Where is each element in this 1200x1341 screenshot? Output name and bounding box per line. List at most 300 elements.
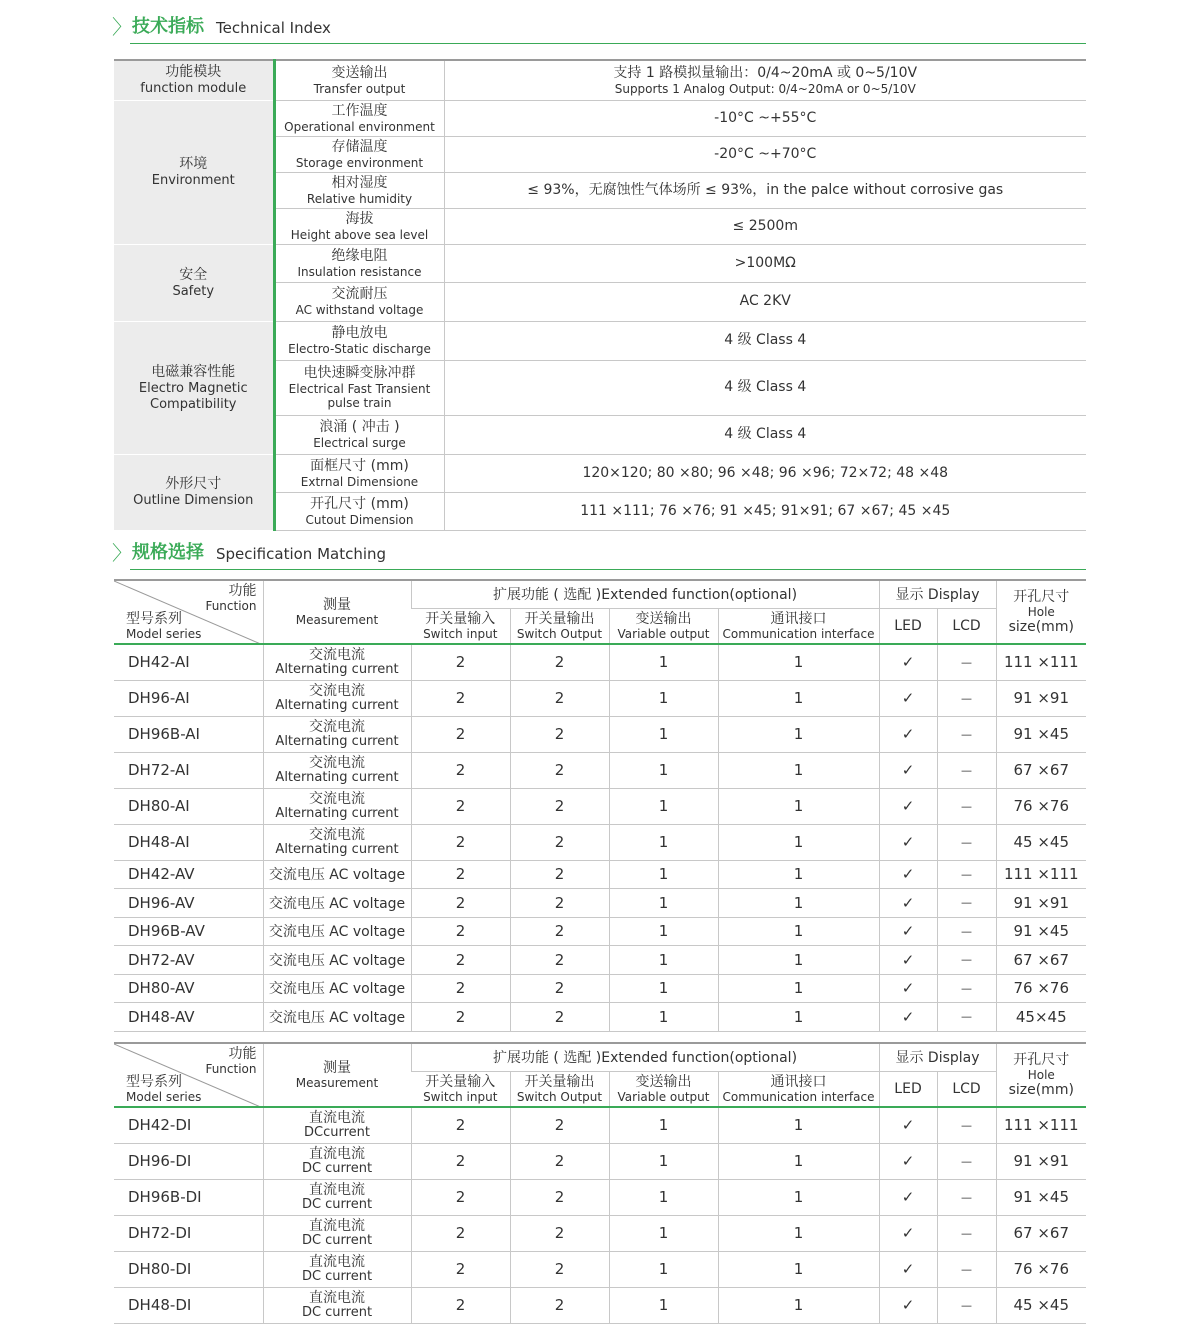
model-cell: DH72-DI [114,1215,263,1251]
item-en: Electro-Static discharge [288,342,431,356]
variable-output-cell: 1 [609,1215,718,1251]
category-en: function module [140,81,247,97]
tech-item [274,100,444,136]
table-row [114,716,1086,752]
tech-value [444,136,1086,172]
measurement-en: DCcurrent [304,1125,370,1141]
switch-output-header [510,1071,609,1107]
spec-table-dc [114,1042,1086,1324]
spec-table-ac [114,579,1086,1032]
led-check-icon: ✓ [879,824,937,860]
led-header: LED [879,1071,937,1107]
function-label [205,583,256,613]
hole-size-cell: 67 ×67 [996,1215,1086,1251]
tech-category [114,100,274,244]
lcd-dash-icon: — [937,1287,996,1323]
display-header: 显示 Display [879,1043,996,1071]
item-zh: 变送输出 [331,64,388,81]
led-check-icon: ✓ [879,788,937,824]
hole-size-cell: 111 ×111 [996,860,1086,889]
measurement-zh: 交流电流 [309,755,365,771]
category-en: Electro Magnetic Compatibility [138,380,248,412]
table-row [114,860,1086,889]
switch-input-cell: 2 [411,974,510,1003]
hole-size-cell: 45 ×45 [996,1287,1086,1323]
tech-row [114,100,1086,136]
model-cell: DH80-AV [114,974,263,1003]
communication-cell: 1 [718,824,879,860]
measurement-cell [263,680,411,716]
value-text: 4 级 Class 4 [724,332,807,348]
section-title-zh: 规格选择 [132,542,204,563]
variable-output-cell: 1 [609,917,718,946]
variable-output-header-en: Variable output [617,1089,710,1104]
communication-cell: 1 [718,1215,879,1251]
table-row [114,1003,1086,1032]
measurement-en: DC current [301,1161,373,1176]
led-check-icon: ✓ [879,889,937,918]
model-cell: DH42-DI [114,1107,263,1143]
lcd-dash-icon: — [937,1179,996,1215]
item-zh: 工作温度 [331,102,388,119]
model-en: Model series [126,627,202,641]
variable-output-cell: 1 [609,824,718,860]
switch-output-cell: 2 [510,680,609,716]
measurement-cell [263,1143,411,1179]
led-check-icon: ✓ [879,860,937,889]
measurement-cell [263,860,411,889]
switch-input-cell: 2 [411,860,510,889]
communication-header-en: Communication interface [722,626,875,641]
model-en: Model series [126,1090,202,1104]
item-zh: 存储温度 [331,138,388,155]
switch-input-cell: 2 [411,1251,510,1287]
led-check-icon: ✓ [879,1251,937,1287]
spec-header-row [114,1043,1086,1071]
function-en: Function [205,1062,257,1076]
value-text: 4 级 Class 4 [724,426,807,442]
switch-output-cell: 2 [510,1107,609,1143]
switch-output-header-zh: 开关量输出 [524,1073,595,1090]
communication-cell: 1 [718,1003,879,1032]
value-text: 4 级 Class 4 [724,379,807,395]
communication-cell: 1 [718,917,879,946]
tech-item [274,321,444,360]
communication-cell: 1 [718,1287,879,1323]
led-check-icon: ✓ [879,1215,937,1251]
led-check-icon: ✓ [879,1179,937,1215]
tech-row [114,321,1086,360]
variable-output-cell: 1 [609,1251,718,1287]
led-header: LED [879,608,937,644]
section-rule [130,43,1086,44]
switch-input-cell: 2 [411,1003,510,1032]
communication-header-zh: 通讯接口 [770,610,827,627]
hole-size-cell: 111 ×111 [996,1107,1086,1143]
measurement-en: Alternating current [275,806,399,821]
communication-cell: 1 [718,788,879,824]
model-cell: DH48-AI [114,824,263,860]
model-cell: DH96-DI [114,1143,263,1179]
model-cell: DH80-DI [114,1251,263,1287]
communication-cell: 1 [718,1107,879,1143]
table-row [114,1287,1086,1323]
led-check-icon: ✓ [879,1143,937,1179]
switch-input-cell: 2 [411,824,510,860]
value-text: 111 ×111; 76 ×76; 91 ×45; 91×91; 67 ×67; 45 ×45 [580,502,951,519]
hole-size-cell: 91 ×91 [996,1143,1086,1179]
hole-en-size: size(mm) [1008,618,1074,635]
switch-input-header [411,1071,510,1107]
model-zh: 型号系列 [126,611,182,627]
tech-category [114,244,274,321]
measurement-zh: 交流电流 [309,719,365,735]
communication-header [718,608,879,644]
switch-output-cell: 2 [510,1179,609,1215]
function-label [205,1046,256,1076]
tech-value [444,492,1086,530]
measurement-zh: 直流电流 [309,1110,365,1127]
specification-heading [112,540,1086,570]
table-row [114,1179,1086,1215]
measurement-zh: 交流电流 [309,791,365,807]
value-text: 120×120; 80 ×80; 96 ×48; 96 ×96; 72×72; 48 ×48 [582,464,949,481]
measurement-cell [263,946,411,975]
hole-zh: 开孔尺寸 [1013,1051,1070,1068]
measurement-en: Alternating current [275,698,399,713]
measurement-en: Alternating current [275,662,399,678]
tech-item [274,415,444,454]
communication-cell: 1 [718,974,879,1003]
item-zh: 海拔 [345,210,374,227]
switch-output-cell: 2 [510,824,609,860]
item-en: Cutout Dimension [305,512,414,527]
tech-item [274,454,444,492]
item-en: Height above sea level [290,227,429,242]
tech-row [114,60,1086,100]
chevron-right-icon: 〉 [112,15,132,39]
switch-output-cell: 2 [510,752,609,788]
measurement-zh: 直流电流 [309,1218,365,1234]
measurement-en: DC current [301,1233,373,1248]
variable-output-cell: 1 [609,946,718,975]
switch-input-cell: 2 [411,752,510,788]
measurement-header [263,1043,411,1107]
hole-zh: 开孔尺寸 [1013,588,1070,605]
item-zh: 面框尺寸 (mm) [310,457,409,474]
switch-input-cell: 2 [411,644,510,680]
hole-size-cell: 76 ×76 [996,1251,1086,1287]
value-text: >100MΩ [734,254,796,271]
measurement-cell [263,889,411,918]
switch-output-cell: 2 [510,788,609,824]
tech-category [114,454,274,530]
model-function-header [114,1043,263,1107]
model-cell: DH42-AV [114,860,263,889]
lcd-dash-icon: — [937,946,996,975]
tech-item [274,60,444,100]
lcd-dash-icon: — [937,680,996,716]
variable-output-cell: 1 [609,680,718,716]
switch-input-cell: 2 [411,1287,510,1323]
item-zh: 浪涌 ( 冲击 ) [319,419,400,435]
measurement-text: 交流电压 AC voltage [268,981,406,998]
tech-value [444,415,1086,454]
table-row [114,644,1086,680]
measurement-en: DC current [301,1269,373,1284]
tech-item [274,172,444,208]
value-text: -20°C ~+70°C [714,145,817,162]
display-header: 显示 Display [879,580,996,608]
table-row [114,788,1086,824]
table-row [114,680,1086,716]
tech-value [444,60,1086,100]
communication-header [718,1071,879,1107]
chevron-right-icon: 〉 [112,541,132,565]
tech-row [114,244,1086,282]
item-en: Relative humidity [306,191,413,206]
variable-output-header [609,608,718,644]
model-series-label [126,611,201,641]
led-check-icon: ✓ [879,917,937,946]
switch-input-cell: 2 [411,889,510,918]
category-en: Outline Dimension [133,493,254,508]
model-cell: DH42-AI [114,644,263,680]
item-en: Transfer output [313,81,406,96]
communication-cell: 1 [718,752,879,788]
value-text: ≤ 2500m [732,217,798,234]
communication-cell: 1 [718,889,879,918]
switch-output-cell: 2 [510,1287,609,1323]
tech-item [274,136,444,172]
hole-en: Hole [1027,604,1055,619]
category-zh: 环境 [179,156,208,172]
extended-function-header: 扩展功能 ( 选配 )Extended function(optional) [411,580,879,608]
switch-input-header-zh: 开关量输入 [425,1073,496,1090]
measurement-zh: 直流电流 [309,1254,365,1270]
measurement-cell [263,1003,411,1032]
hole-size-cell: 67 ×67 [996,946,1086,975]
table-row [114,974,1086,1003]
variable-output-header [609,1071,718,1107]
measurement-cell [263,1215,411,1251]
communication-header-en: Communication interface [722,1089,875,1104]
tech-category [114,60,274,100]
variable-output-cell: 1 [609,1107,718,1143]
measurement-cell [263,752,411,788]
hole-size-cell: 91 ×45 [996,1179,1086,1215]
tech-item [274,208,444,244]
lcd-dash-icon: — [937,752,996,788]
led-check-icon: ✓ [879,644,937,680]
variable-output-cell: 1 [609,752,718,788]
item-en: Electrical Fast Transient pulse train [288,382,431,410]
switch-output-cell: 2 [510,1251,609,1287]
category-zh: 电磁兼容性能 [151,363,236,380]
lcd-header: LCD [937,608,996,644]
tech-value [444,360,1086,415]
lcd-dash-icon: — [937,1215,996,1251]
tech-row [114,454,1086,492]
spec-header-row [114,580,1086,608]
category-zh: 功能模块 [165,64,222,81]
measure-en: Measurement [295,613,379,627]
switch-output-cell: 2 [510,889,609,918]
communication-cell: 1 [718,946,879,975]
function-zh: 功能 [228,1046,257,1062]
hole-size-header [996,1043,1086,1107]
measurement-en: DC current [301,1197,373,1212]
item-zh: 相对湿度 [331,174,388,191]
lcd-header: LCD [937,1071,996,1107]
measurement-en: Alternating current [275,770,399,785]
variable-output-cell: 1 [609,1179,718,1215]
variable-output-header-zh: 变送输出 [635,1073,692,1090]
hole-en: Hole [1027,1067,1055,1082]
tech-category [114,321,274,454]
model-zh: 型号系列 [126,1074,182,1090]
tech-value [444,208,1086,244]
switch-input-cell: 2 [411,1107,510,1143]
switch-input-cell: 2 [411,946,510,975]
communication-cell: 1 [718,680,879,716]
switch-output-cell: 2 [510,644,609,680]
communication-cell: 1 [718,1143,879,1179]
led-check-icon: ✓ [879,1003,937,1032]
measurement-header [263,580,411,644]
tech-value [444,282,1086,321]
variable-output-cell: 1 [609,788,718,824]
variable-output-cell: 1 [609,974,718,1003]
variable-output-header-en: Variable output [617,626,710,641]
measurement-cell [263,917,411,946]
model-cell: DH48-DI [114,1287,263,1323]
measurement-zh: 交流电流 [309,827,365,843]
led-check-icon: ✓ [879,752,937,788]
item-en: Storage environment [295,155,424,170]
function-zh: 功能 [228,583,257,599]
section-rule [130,569,1086,570]
measurement-cell [263,1251,411,1287]
switch-input-header [411,608,510,644]
measurement-cell [263,1107,411,1143]
measurement-cell [263,1287,411,1323]
switch-output-cell: 2 [510,917,609,946]
switch-input-cell: 2 [411,788,510,824]
switch-output-cell: 2 [510,946,609,975]
hole-size-cell: 111 ×111 [996,644,1086,680]
value-en: Supports 1 Analog Output: 0/4~20mA or 0~5/10V [614,81,916,96]
measurement-text: 交流电压 AC voltage [268,895,406,912]
switch-output-cell: 2 [510,1215,609,1251]
led-check-icon: ✓ [879,974,937,1003]
variable-output-cell: 1 [609,716,718,752]
switch-input-cell: 2 [411,716,510,752]
item-zh: 静电放电 [331,325,388,341]
lcd-dash-icon: — [937,889,996,918]
table-row [114,1215,1086,1251]
item-en: Operational environment [284,119,435,134]
model-cell: DH72-AI [114,752,263,788]
tech-item [274,360,444,415]
tech-item [274,282,444,321]
lcd-dash-icon: — [937,644,996,680]
value-text: 支持 1 路模拟量输出：0/4~20mA 或 0~5/10V [613,64,918,81]
function-en: Function [205,599,257,613]
measurement-zh: 直流电流 [309,1182,365,1198]
communication-cell: 1 [718,1179,879,1215]
value-text: -10°C ~+55°C [714,109,817,126]
measure-en: Measurement [295,1076,379,1090]
measurement-cell [263,716,411,752]
model-cell: DH80-AI [114,788,263,824]
led-check-icon: ✓ [879,946,937,975]
led-check-icon: ✓ [879,680,937,716]
item-zh: 绝缘电阻 [331,247,388,264]
measurement-cell [263,644,411,680]
item-en: AC withstand voltage [295,303,424,317]
hole-en-size: size(mm) [1008,1081,1074,1098]
measure-zh: 测量 [323,597,351,613]
switch-input-cell: 2 [411,1143,510,1179]
table-row [114,946,1086,975]
measurement-cell [263,824,411,860]
lcd-dash-icon: — [937,1143,996,1179]
measurement-en: Alternating current [275,734,399,749]
item-zh: 开孔尺寸 (mm) [310,495,409,512]
measurement-text: 交流电压 AC voltage [268,924,406,941]
communication-cell: 1 [718,1251,879,1287]
table-row [114,824,1086,860]
item-en: Extrnal Dimensione [300,474,419,489]
category-en: Safety [172,283,215,299]
led-check-icon: ✓ [879,716,937,752]
item-zh: 电快速瞬变脉冲群 [303,365,416,381]
tech-value [444,100,1086,136]
variable-output-cell: 1 [609,1143,718,1179]
switch-input-header-en: Switch input [423,1089,498,1104]
category-en: Environment [151,173,235,188]
switch-output-header-en: Switch Output [516,1089,603,1104]
technical-index-table [114,59,1086,531]
tech-value [444,244,1086,282]
value-text: AC 2KV [739,293,791,309]
section-title-en: Specification Matching [216,545,387,563]
hole-size-cell: 91 ×91 [996,889,1086,918]
hole-size-cell: 76 ×76 [996,974,1086,1003]
measurement-cell [263,974,411,1003]
switch-input-cell: 2 [411,1215,510,1251]
switch-input-header-zh: 开关量输入 [425,610,496,627]
hole-size-cell: 91 ×45 [996,917,1086,946]
communication-cell: 1 [718,716,879,752]
switch-output-header-zh: 开关量输出 [524,610,595,627]
extended-function-header: 扩展功能 ( 选配 )Extended function(optional) [411,1043,879,1071]
measure-zh: 测量 [323,1060,351,1076]
communication-header-zh: 通讯接口 [770,1073,827,1090]
switch-input-cell: 2 [411,1179,510,1215]
model-cell: DH96-AI [114,680,263,716]
lcd-dash-icon: — [937,788,996,824]
switch-output-cell: 2 [510,716,609,752]
measurement-text: 交流电压 AC voltage [268,1009,406,1026]
model-function-header [114,580,263,644]
communication-cell: 1 [718,644,879,680]
hole-size-cell: 45 ×45 [996,824,1086,860]
led-check-icon: ✓ [879,1107,937,1143]
measurement-cell [263,788,411,824]
variable-output-cell: 1 [609,1003,718,1032]
